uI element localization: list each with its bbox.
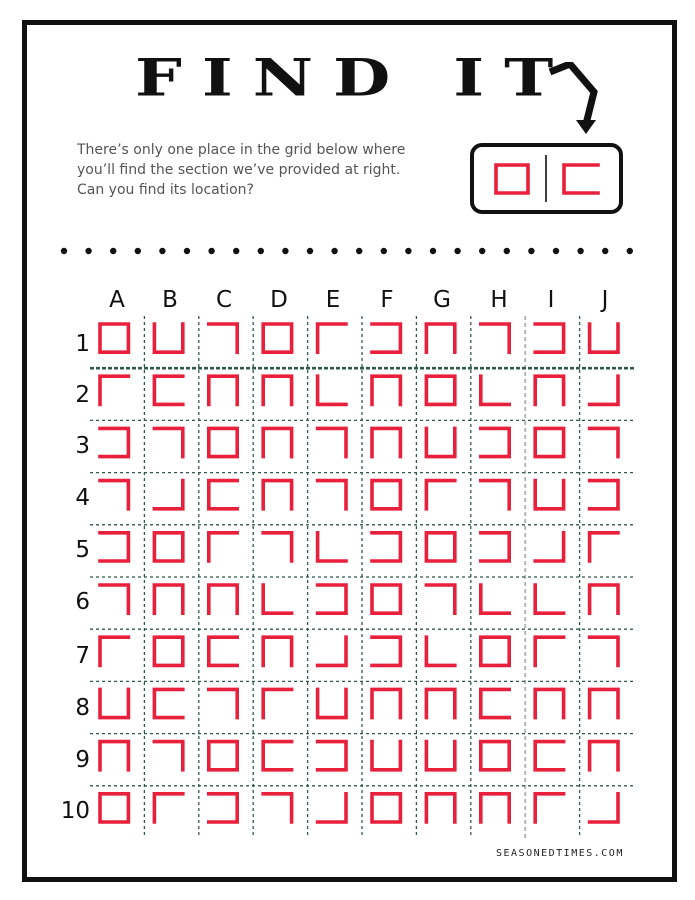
column-label: A — [109, 287, 125, 313]
column-label: E — [325, 287, 341, 313]
divider-dot — [282, 248, 288, 254]
divider-dot — [405, 248, 411, 254]
grid-piece — [209, 376, 237, 404]
divider-dot — [381, 248, 387, 254]
grid-piece — [154, 376, 182, 404]
row-label: 5 — [75, 537, 90, 563]
grid-piece — [535, 742, 563, 770]
grid-piece — [209, 794, 237, 822]
grid-piece — [263, 533, 291, 561]
divider-dot — [331, 248, 337, 254]
grid-piece — [209, 428, 237, 456]
grid-piece — [209, 585, 237, 613]
grid-piece — [481, 481, 509, 509]
divider-dot — [627, 248, 633, 254]
instruction-line: There’s only one place in the grid below where — [77, 142, 406, 158]
grid-piece — [209, 637, 237, 665]
grid-piece — [154, 481, 182, 509]
grid-piece — [590, 376, 618, 404]
grid-piece — [318, 481, 346, 509]
arrow-icon — [548, 62, 598, 138]
grid-piece — [209, 689, 237, 717]
grid-piece — [372, 428, 400, 456]
grid-piece — [590, 428, 618, 456]
grid-piece — [263, 637, 291, 665]
grid-piece — [100, 428, 128, 456]
column-label: B — [162, 287, 178, 313]
grid-piece — [100, 794, 128, 822]
grid-piece — [481, 637, 509, 665]
grid-piece — [590, 637, 618, 665]
grid-piece — [100, 742, 128, 770]
grid-piece — [318, 428, 346, 456]
row-label: 6 — [75, 589, 90, 615]
column-label: I — [547, 287, 555, 313]
grid-piece — [100, 637, 128, 665]
divider-dot — [233, 248, 239, 254]
grid-piece — [535, 376, 563, 404]
grid-piece — [426, 324, 454, 352]
grid-piece — [481, 689, 509, 717]
sample-piece — [496, 165, 528, 193]
grid-piece — [535, 481, 563, 509]
row-label: 10 — [60, 798, 90, 824]
column-label: H — [490, 287, 508, 313]
grid-piece — [154, 689, 182, 717]
grid-piece — [481, 428, 509, 456]
dotted-divider — [58, 244, 638, 258]
grid-piece — [426, 794, 454, 822]
column-label: J — [601, 287, 609, 313]
grid-piece — [263, 689, 291, 717]
row-label: 9 — [75, 747, 90, 773]
grid-piece — [209, 742, 237, 770]
divider-dot — [61, 248, 67, 254]
column-label: F — [380, 287, 394, 313]
grid-piece — [263, 794, 291, 822]
column-label: D — [270, 287, 288, 313]
grid-piece — [426, 376, 454, 404]
grid-piece — [209, 324, 237, 352]
footer-credit: SEASONEDTIMES.COM — [496, 848, 624, 859]
instruction-line: Can you find its location? — [77, 182, 254, 198]
grid-piece — [535, 689, 563, 717]
grid-piece — [535, 428, 563, 456]
grid-piece — [590, 324, 618, 352]
puzzle-grid — [90, 316, 640, 841]
grid-piece — [263, 428, 291, 456]
grid-piece — [535, 794, 563, 822]
instructions — [77, 140, 437, 200]
grid-piece — [154, 533, 182, 561]
grid-piece — [318, 376, 346, 404]
row-label: 1 — [75, 331, 90, 357]
grid-piece — [154, 585, 182, 613]
grid-piece — [590, 585, 618, 613]
instruction-line: you’ll find the section we’ve provided at right. — [77, 162, 401, 178]
grid-piece — [426, 742, 454, 770]
grid-piece — [590, 481, 618, 509]
divider-dot — [135, 248, 141, 254]
divider-dot — [184, 248, 190, 254]
grid-piece — [100, 585, 128, 613]
grid-piece — [318, 324, 346, 352]
row-label: 2 — [75, 382, 90, 408]
grid-piece — [426, 481, 454, 509]
grid-piece — [318, 794, 346, 822]
grid-piece — [154, 428, 182, 456]
grid-piece — [426, 428, 454, 456]
grid-piece — [372, 585, 400, 613]
grid-piece — [372, 481, 400, 509]
divider-dot — [602, 248, 608, 254]
grid-piece — [372, 324, 400, 352]
grid-piece — [318, 637, 346, 665]
divider-dot — [454, 248, 460, 254]
divider-dot — [430, 248, 436, 254]
grid-piece — [481, 742, 509, 770]
grid-piece — [535, 533, 563, 561]
grid-piece — [372, 689, 400, 717]
divider-dot — [577, 248, 583, 254]
divider-dot — [110, 248, 116, 254]
sample-pieces — [474, 147, 619, 210]
page-title: FIND IT — [135, 47, 574, 109]
grid-piece — [590, 689, 618, 717]
divider-dot — [159, 248, 165, 254]
grid-piece — [318, 533, 346, 561]
grid-piece — [154, 742, 182, 770]
grid-piece — [426, 585, 454, 613]
grid-piece — [372, 637, 400, 665]
column-label: C — [215, 287, 233, 313]
divider-dot — [85, 248, 91, 254]
divider-dot — [208, 248, 214, 254]
grid-piece — [154, 324, 182, 352]
grid-piece — [100, 481, 128, 509]
grid-piece — [372, 533, 400, 561]
grid-piece — [590, 742, 618, 770]
grid-piece — [263, 742, 291, 770]
grid-piece — [372, 376, 400, 404]
grid-piece — [535, 324, 563, 352]
column-label: G — [433, 287, 451, 313]
divider-dot — [356, 248, 362, 254]
grid-piece — [318, 742, 346, 770]
divider-dot — [258, 248, 264, 254]
grid-piece — [535, 585, 563, 613]
sample-piece — [564, 165, 598, 193]
grid-piece — [372, 742, 400, 770]
grid-piece — [535, 637, 563, 665]
divider-dot — [528, 248, 534, 254]
grid-piece — [426, 689, 454, 717]
grid-piece — [209, 533, 237, 561]
grid-piece — [426, 533, 454, 561]
grid-piece — [100, 376, 128, 404]
grid-piece — [318, 689, 346, 717]
grid-piece — [426, 637, 454, 665]
row-label: 4 — [75, 485, 90, 511]
grid-piece — [100, 689, 128, 717]
divider-dot — [307, 248, 313, 254]
grid-piece — [100, 533, 128, 561]
grid-piece — [263, 376, 291, 404]
grid-piece — [318, 585, 346, 613]
grid-piece — [263, 481, 291, 509]
grid-piece — [209, 481, 237, 509]
grid-piece — [590, 533, 618, 561]
grid-piece — [481, 794, 509, 822]
grid-piece — [154, 794, 182, 822]
grid-piece — [263, 585, 291, 613]
grid-piece — [481, 376, 509, 404]
sample-section — [470, 143, 623, 214]
row-label: 7 — [75, 643, 90, 669]
divider-dot — [553, 248, 559, 254]
divider-dot — [479, 248, 485, 254]
grid-piece — [372, 794, 400, 822]
row-label: 3 — [75, 433, 90, 459]
grid-piece — [481, 585, 509, 613]
grid-piece — [481, 533, 509, 561]
grid-piece — [481, 324, 509, 352]
grid-piece — [100, 324, 128, 352]
divider-dot — [504, 248, 510, 254]
grid-piece — [263, 324, 291, 352]
grid-piece — [154, 637, 182, 665]
grid-piece — [590, 794, 618, 822]
row-label: 8 — [75, 695, 90, 721]
